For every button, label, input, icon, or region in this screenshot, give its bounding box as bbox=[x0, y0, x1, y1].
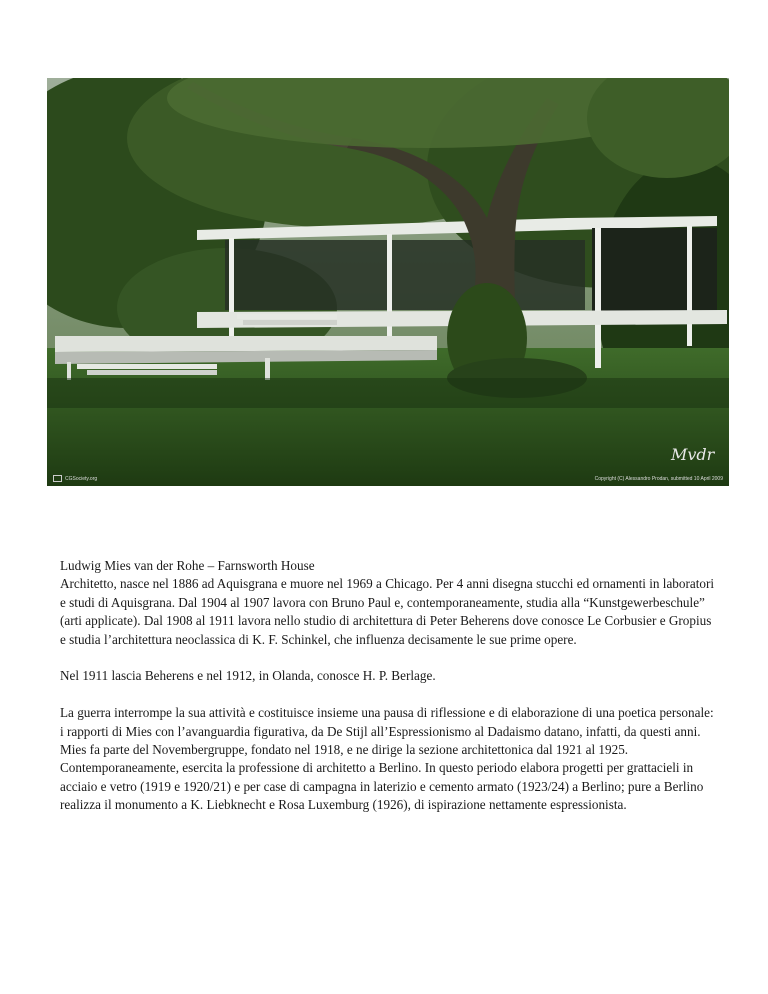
site-credit-label: CGSociety.org bbox=[65, 475, 98, 482]
paragraph-biography: Architetto, nasce nel 1886 ad Aquisgrana e muore nel 1969 a Chicago. Per 4 anni disegna stucchi ed ornamenti in laboratori e studi di Aquisgrana. Dal 1904 al 1907 lavora con Bruno Paul e, contemporaneamente, studia alla “Kunstgewerbeschule” (arti applicate). Dal 1908 al 1911 lavora nello studio di architettura di Peter Beherens dove conosce Le Corbusier e Gropius e studia l’architettura neoclassica di K. F. Schinkel, che influenza decisamente le sue prime opere. bbox=[60, 576, 715, 647]
article-body bbox=[60, 557, 720, 833]
copyright-credit: Copyright (C) Alessandro Prodan, submitted 10 April 2009 bbox=[594, 476, 723, 482]
camera-icon bbox=[53, 475, 62, 482]
site-credit bbox=[53, 475, 97, 482]
paragraph-war-period: La guerra interrompe la sua attività e costituisce insieme una pausa di riflessione e di elaborazione di una poetica personale: i rapporti di Mies con l’avanguardia figurativa, da De Stijl all’Espressionismo al Dadaismo datano, infatti, da questi anni. Mies fa parte del Novembergruppe, fondato nel 1918, e ne dirige la sezione architettonica dal 1921 al 1925. Contemporaneamente, esercita la professione di architetto a Berlino. In questo periodo elabora progetti per grattacieli in acciaio e vetro (1919 e 1920/21) e per case di campagna in laterizio e cemento armato (1923/24) a Berlino; pure a Berlino realizza il monumento a K. Liebknecht e Rosa Luxemburg (1926), di ispirazione nettamente espressionista. bbox=[60, 705, 714, 813]
farnsworth-house-photo bbox=[47, 78, 729, 486]
artist-signature: Mvdr bbox=[671, 445, 715, 464]
paragraph-berlage: Nel 1911 lascia Beherens e nel 1912, in Olanda, conosce H. P. Berlage. bbox=[60, 668, 436, 684]
house-render-image bbox=[47, 78, 729, 486]
article-title: Ludwig Mies van der Rohe – Farnsworth House bbox=[60, 558, 315, 573]
